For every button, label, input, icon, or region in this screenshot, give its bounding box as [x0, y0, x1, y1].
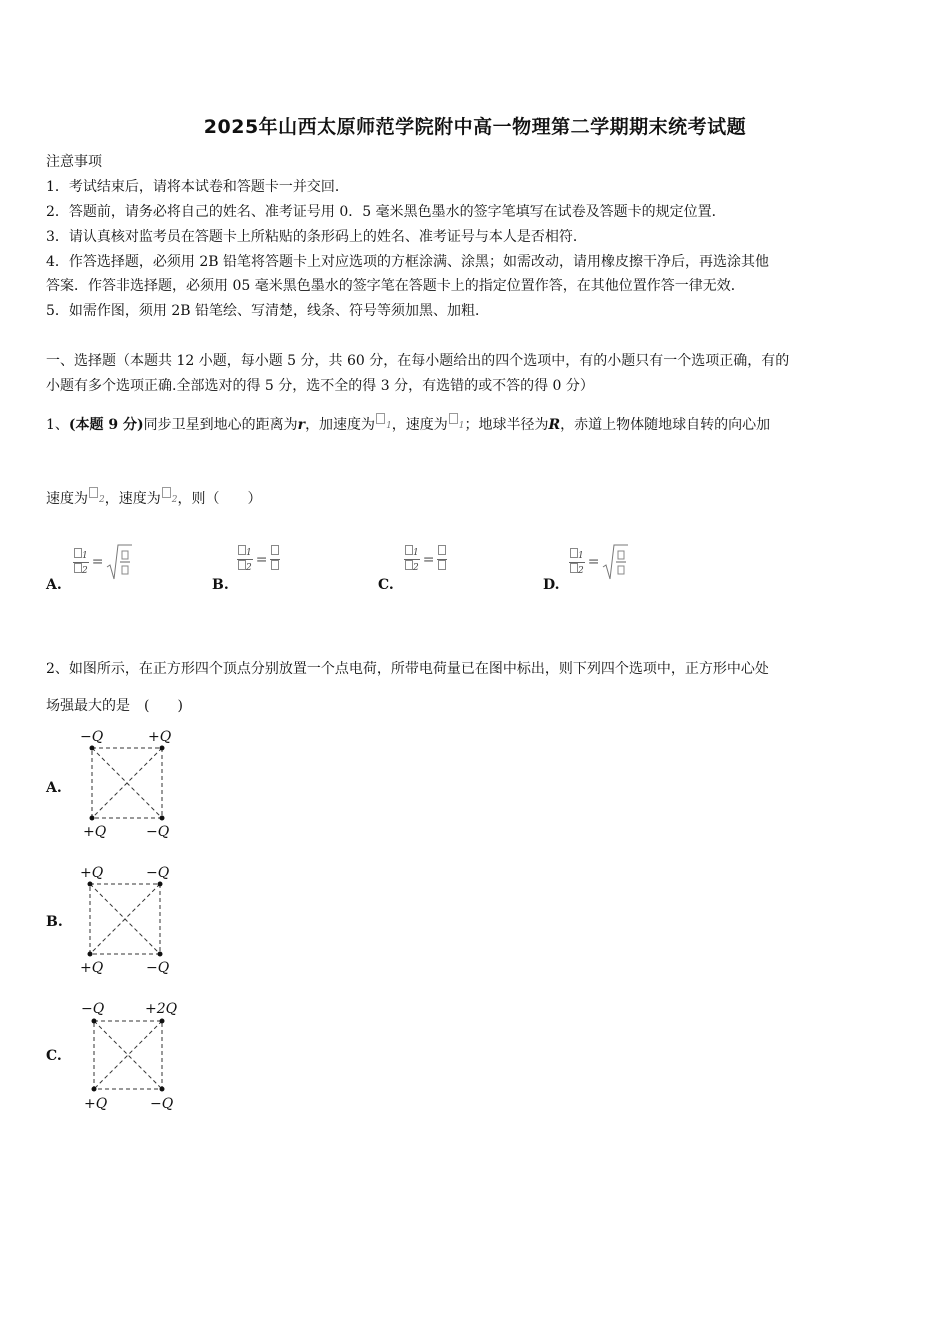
sqrt-icon — [106, 543, 132, 581]
sqrt-icon — [602, 543, 628, 581]
option-label: B. — [212, 577, 229, 593]
formula-placeholder-icon — [449, 413, 458, 424]
subscript: 2 — [171, 495, 178, 505]
q1-option-d-formula: $\frac{1}{2}$ = — [569, 543, 628, 581]
option-label: D. — [543, 577, 560, 593]
charge-label: −Q — [146, 865, 170, 881]
section-heading-line1: 一、选择题（本题共 12 小题，每小题 5 分，共 60 分，在每小题给出的四个选项中，有的小题只有一个选项正确，有的 — [46, 353, 790, 369]
subscript: 1 — [246, 548, 252, 558]
subscript: 2 — [413, 563, 419, 573]
section-heading-line2: 小题有多个选项正确.全部选对的得 5 分，选不全的得 3 分，有选错的或不答的得 0 分） — [46, 378, 594, 394]
q1-text: ，则（ ） — [177, 491, 262, 507]
q1-text: 速度为 — [46, 491, 88, 507]
var-r: r — [297, 417, 306, 433]
notice-item-1: 1．考试结束后，请将本试卷和答题卡一并交回． — [46, 179, 349, 195]
option-label: A. — [46, 577, 62, 593]
subscript: 1 — [458, 421, 465, 431]
charge-label: +Q — [148, 729, 172, 745]
q1-stem-line1 — [46, 413, 908, 436]
q2-option-b-diagram — [76, 860, 186, 975]
q2-stem-line2: 场强最大的是 ( ) — [46, 698, 183, 714]
subscript: 2 — [578, 565, 584, 576]
notice-item-5: 5．如需作图，须用 2B 铅笔绘、写清楚，线条、符号等须加黑、加粗． — [46, 303, 490, 319]
var-R: R — [548, 417, 561, 433]
option-label: C. — [378, 577, 394, 593]
q2-option-a-label: A. — [46, 780, 62, 796]
q2-option-a-diagram — [78, 726, 188, 841]
q1-option-b-label — [212, 577, 229, 593]
charge-label: +Q — [80, 865, 104, 881]
q1-text: ，速度为 — [104, 491, 161, 507]
q1-option-a-label — [46, 577, 62, 593]
q2-option-c-label: C. — [46, 1048, 62, 1064]
formula-placeholder-icon — [376, 413, 385, 424]
charge-label: +Q — [80, 960, 104, 975]
q1-text: ，加速度为 — [305, 417, 376, 433]
q1-text: ，赤道上物体随地球自转的向心加 — [560, 417, 771, 433]
notice-item-4: 4．作答选择题，必须用 2B 铅笔将答题卡上对应选项的方框涂满、涂黑；如需改动，请用橡皮擦干净后，再选涂其他 — [46, 254, 769, 270]
q1-score: (本题 9 分) — [68, 417, 144, 433]
charge-label: −Q — [146, 960, 170, 975]
q1-text: 同步卫星到地心的距离为 — [143, 417, 298, 433]
q1-option-a-formula: $\frac{1}{2}$ = — [73, 543, 132, 581]
subscript: 1 — [578, 550, 584, 561]
subscript: 1 — [413, 548, 419, 558]
q1-stem-line2 — [46, 487, 908, 510]
q1-text: ，速度为 — [391, 417, 448, 433]
notice-heading: 注意事项 — [46, 154, 102, 170]
q1-text: ；地球半径为 — [464, 417, 549, 433]
notice-item-4-cont: 答案．作答非选择题，必须用 05 毫米黑色墨水的签字笔在答题卡上的指定位置作答，在其他位置作答一律无效． — [46, 278, 745, 294]
subscript: 2 — [82, 565, 88, 576]
subscript: 1 — [386, 421, 392, 431]
q1-option-d-label — [543, 577, 560, 593]
q2-stem-line1: 2、如图所示，在正方形四个顶点分别放置一个点电荷，所带电荷量已在图中标出，则下列四个选项中，正方形中心处 — [46, 661, 769, 677]
charge-label: −Q — [150, 1096, 174, 1112]
charge-label: −Q — [80, 729, 104, 745]
formula-placeholder-icon — [89, 487, 98, 498]
charge-label: −Q — [81, 1001, 105, 1017]
formula-placeholder-icon — [162, 487, 171, 498]
subscript: 2 — [99, 495, 105, 505]
charge-label: +Q — [84, 1096, 108, 1112]
subscript: 1 — [82, 550, 88, 561]
q2-option-b-label: B. — [46, 914, 63, 930]
q2-option-c-diagram — [78, 996, 198, 1116]
page-title: 2025年山西太原师范学院附中高一物理第二学期期末统考试题 — [203, 116, 747, 138]
charge-label: +Q — [83, 824, 107, 840]
q1-option-c-label — [378, 577, 394, 593]
notice-item-2: 2．答题前，请务必将自己的姓名、准考证号用 0．5 毫米黑色墨水的签字笔填写在试卷及答题卡的规定位置． — [46, 204, 726, 220]
q1-number: 1、 — [46, 417, 69, 433]
notice-item-3: 3．请认真核对监考员在答题卡上所粘贴的条形码上的姓名、准考证号与本人是否相符． — [46, 229, 587, 245]
charge-label: +2Q — [145, 1001, 178, 1017]
q1-option-c-formula: $\frac{1}{2}$ = — [404, 545, 447, 574]
q1-option-b-formula: $\frac{1}{2}$ = — [237, 545, 280, 574]
charge-label: −Q — [146, 824, 170, 840]
subscript: 2 — [246, 563, 252, 573]
